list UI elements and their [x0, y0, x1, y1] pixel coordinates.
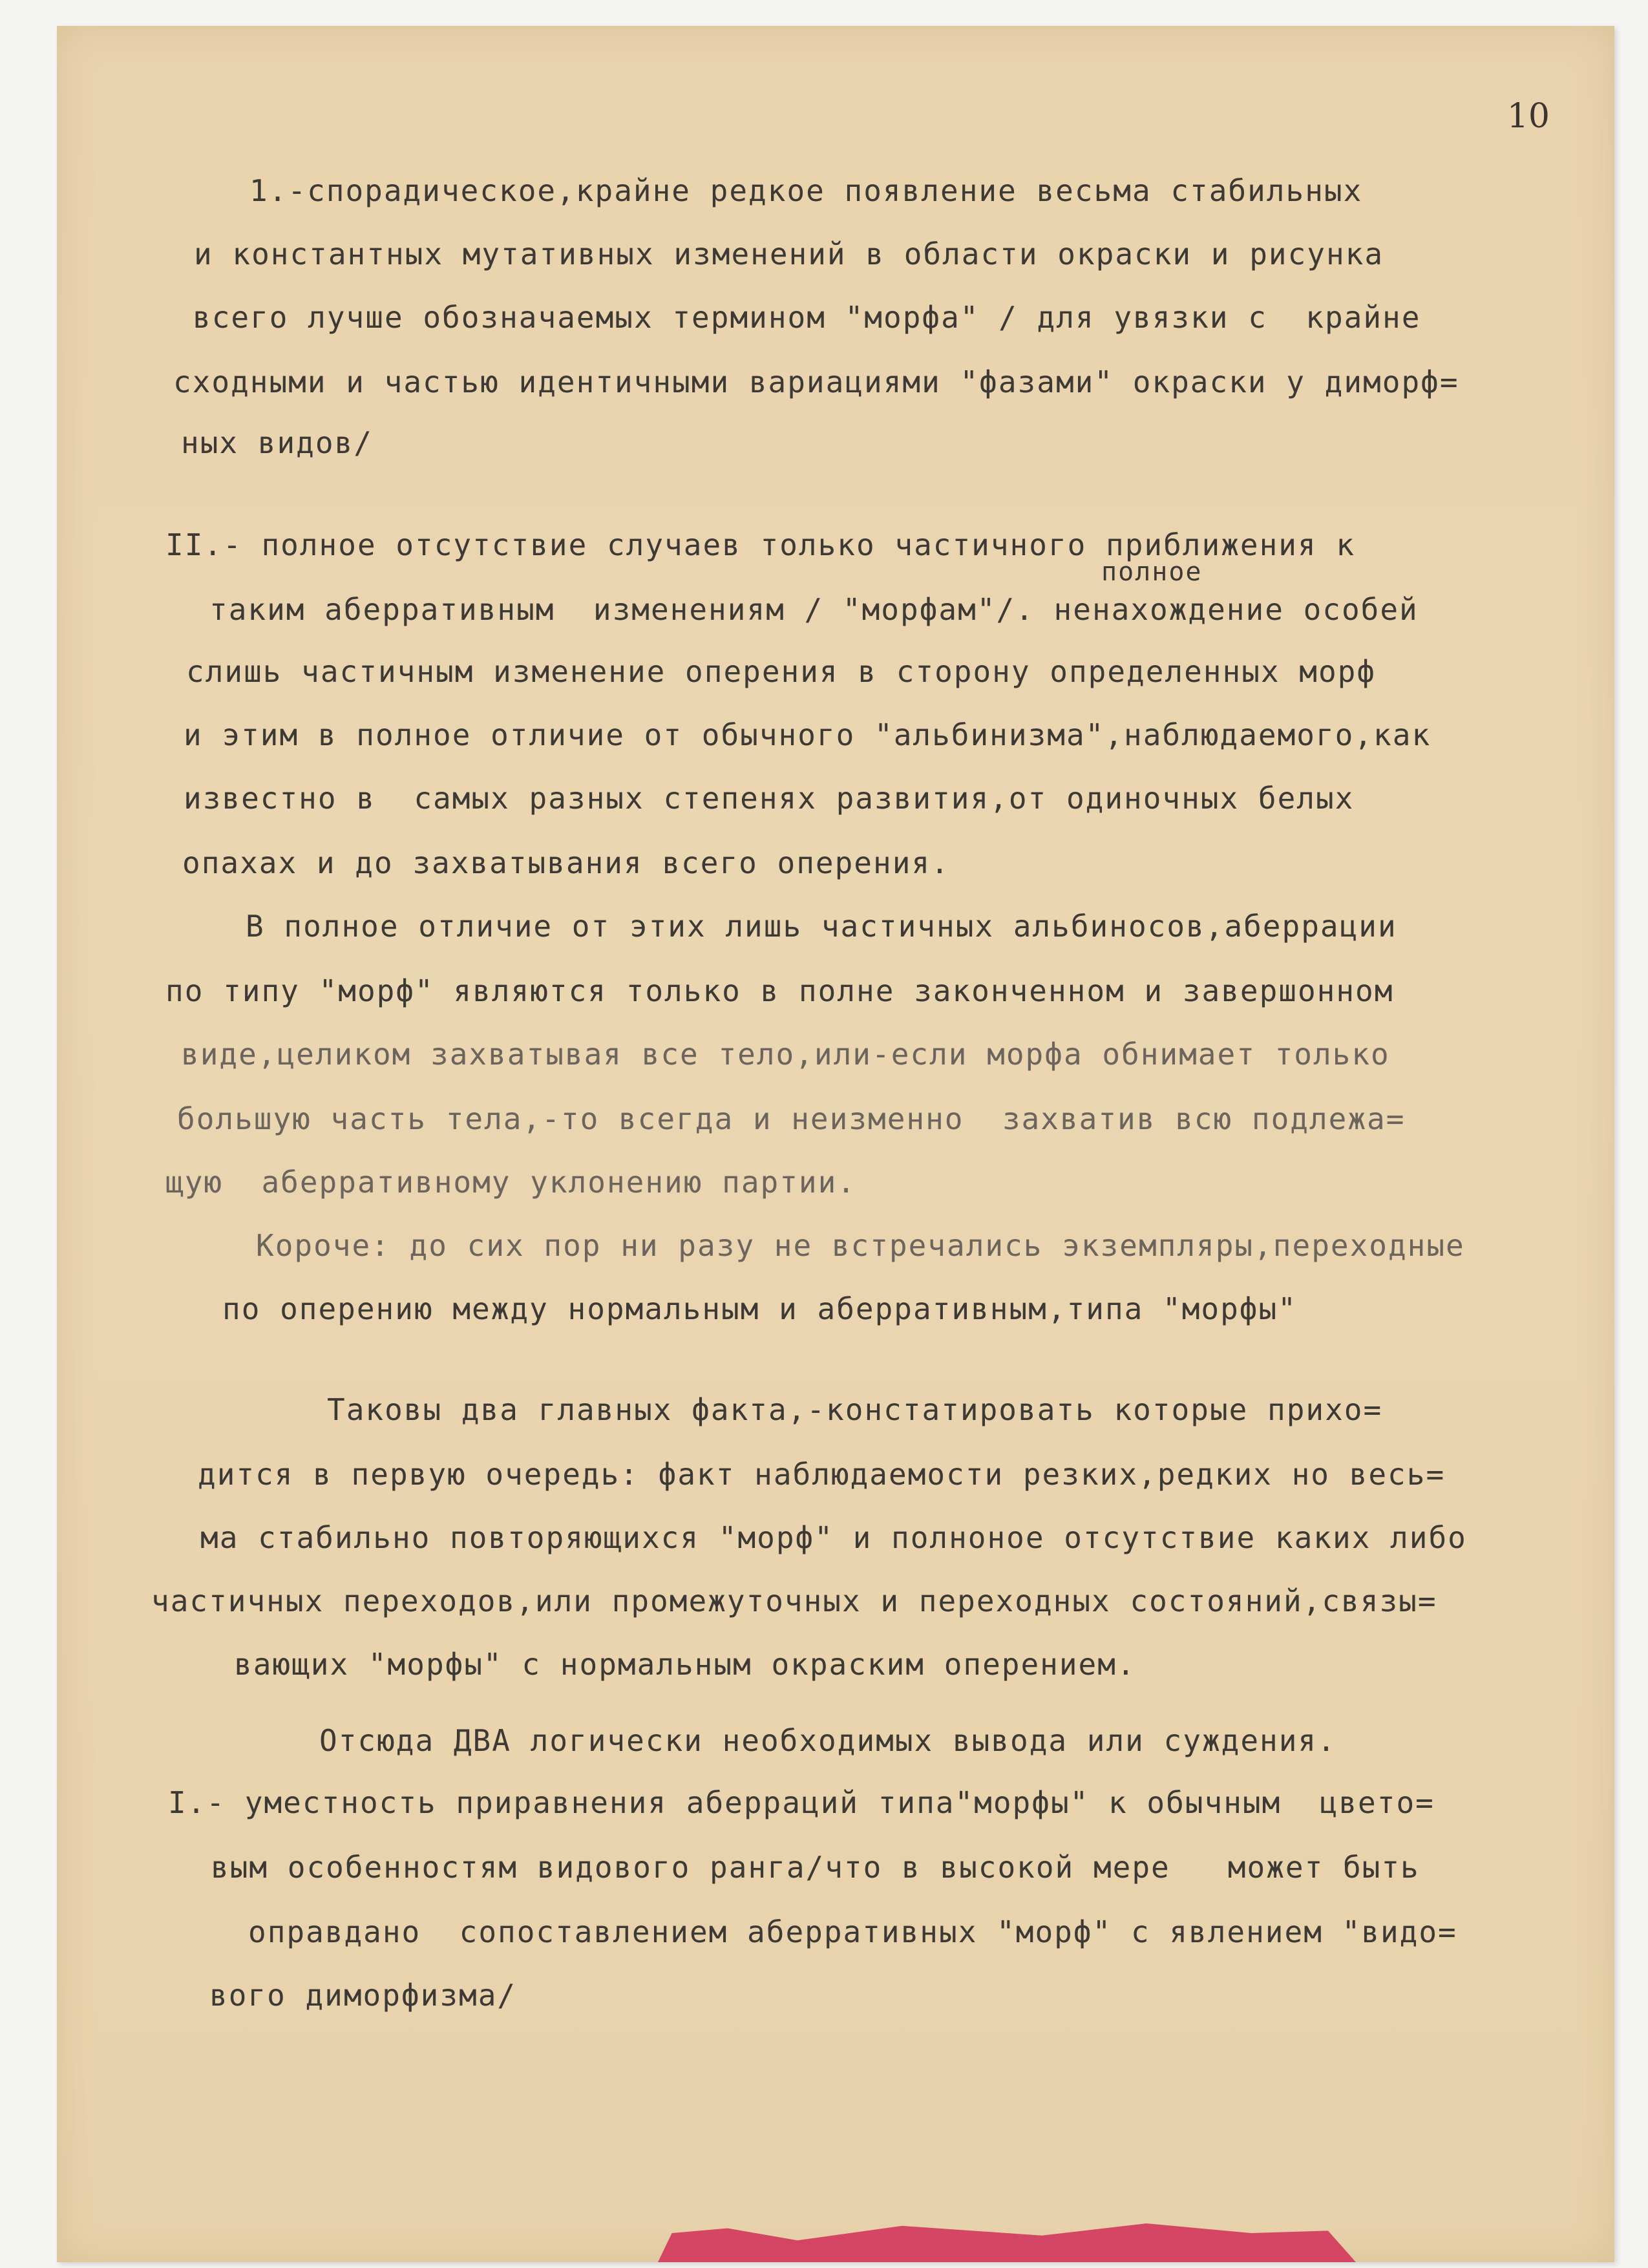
- text-line-4: сходными и частью идентичными вариациями "фазами" окраски у диморф=: [173, 365, 1459, 399]
- text-line-6: II.- полное отсутствие случаев только частичного приближения к: [165, 527, 1356, 562]
- text-line-1: 1.-спорадическое,крайне редкое появление весьма стабильных: [249, 173, 1363, 208]
- paper-sheet: [57, 26, 1614, 2262]
- text-line-9: и этим в полное отличие от обычного "альбинизма",наблюдаемого,как: [184, 717, 1431, 752]
- text-line-21: ма стабильно повторяющихся "морф" и полноное отсутствие каких либо: [200, 1520, 1467, 1555]
- red-ink-mark: [658, 2214, 1356, 2262]
- text-line-13: по типу "морф" являются только в полне законченном и завершонном: [165, 973, 1394, 1008]
- text-line-26: вым особенностям видового ранга/что в высокой мере может быть: [211, 1850, 1420, 1885]
- text-line-27: оправдано сопоставлением аберративных "морф" с явлением "видо=: [248, 1914, 1457, 1949]
- text-line-10: известно в самых разных степенях развития,от одиночных белых: [184, 781, 1355, 816]
- text-line-5: ных видов/: [181, 425, 373, 460]
- inserted-word: полное: [1101, 557, 1203, 587]
- text-line-11: опахах и до захватывания всего оперения.: [182, 845, 950, 880]
- text-line-14: виде,целиком захватывая все тело,или-если морфа обнимает только: [181, 1037, 1390, 1072]
- text-line-20: дится в первую очередь: факт наблюдаемости резких,редких но весь=: [198, 1457, 1446, 1492]
- text-line-8: слишь частичным изменение оперения в сторону определенных морф: [186, 654, 1377, 689]
- text-line-19: Таковы два главных факта,-констатировать которые прихо=: [327, 1392, 1383, 1427]
- text-line-18: по оперению между нормальным и аберративным,типа "морфы": [222, 1291, 1297, 1326]
- text-line-25: I.- уместность приравнения аберраций типа"морфы" к обычным цвето=: [168, 1785, 1435, 1820]
- text-line-23: вающих "морфы" с нормальным окраским оперением.: [234, 1647, 1136, 1682]
- text-line-17: Короче: до сих пор ни разу не встречались экземпляры,переходные: [256, 1228, 1465, 1263]
- text-line-3: всего лучше обозначаемых термином "морфа" / для увязки с крайне: [193, 300, 1421, 335]
- text-line-15: большую часть тела,-то всегда и неизменно захватив всю подлежа=: [177, 1101, 1406, 1136]
- text-line-12: В полное отличие от этих лишь частичных альбиносов,аберрации: [246, 909, 1397, 944]
- text-line-22: частичных переходов,или промежуточных и переходных состояний,связы=: [151, 1584, 1437, 1618]
- text-line-28: вого диморфизма/: [209, 1978, 517, 2013]
- text-line-24: Отсюда ДВА логически необходимых вывода или суждения.: [319, 1723, 1336, 1758]
- text-line-16: щую аберративному уклонению партии.: [165, 1165, 856, 1200]
- page-number: 10: [1506, 97, 1550, 136]
- text-line-7: таким аберративным изменениям / "морфам"/. ненахождение особей: [209, 592, 1419, 627]
- text-line-2: и константных мутативных изменений в области окраски и рисунка: [194, 237, 1384, 271]
